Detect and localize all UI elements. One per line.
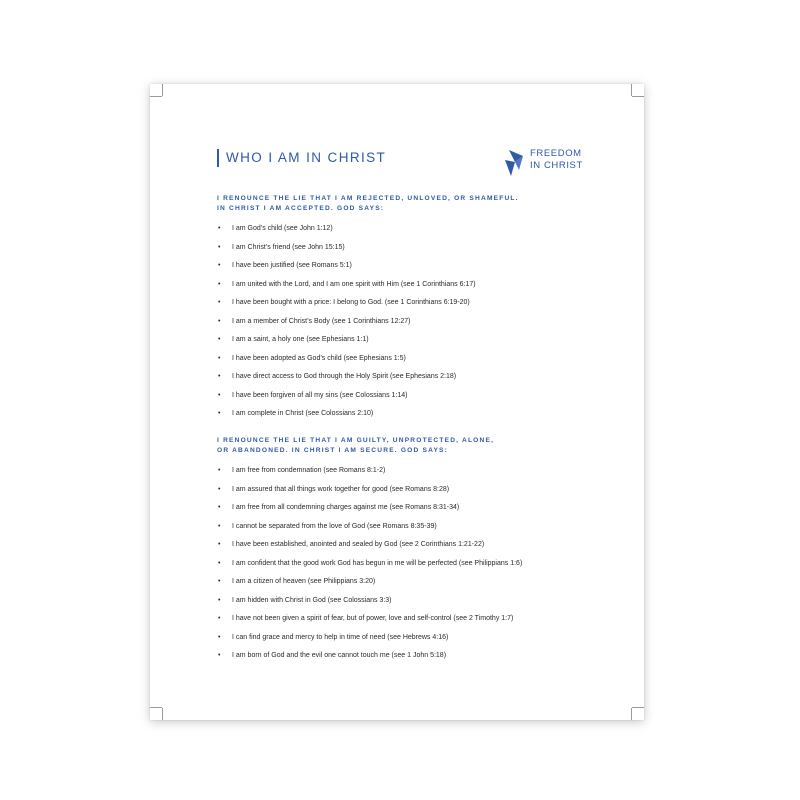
bullet-icon: • (218, 410, 221, 417)
list-item-text: I am united with the Lord, and I am one spirit with Him (see 1 Corinthians 6:17) (232, 280, 476, 288)
list-item-text: I have been forgiven of all my sins (see Colossians 1:14) (232, 391, 408, 399)
list-item (217, 391, 627, 401)
list-item-text: I have been bought with a price: I belong to God. (see 1 Corinthians 6:19-20) (232, 299, 470, 306)
bullet-icon: • (218, 317, 221, 325)
logo-wordmark (530, 148, 583, 172)
bullet-icon: • (218, 615, 221, 622)
bullet-icon: • (218, 299, 221, 306)
section-heading (217, 436, 627, 456)
document-header (217, 146, 617, 186)
bullet-icon: • (218, 391, 221, 399)
list-item (217, 466, 627, 476)
list-item-text: I have been established, anointed and sealed by God (see 2 Corinthians 1:21-22) (232, 541, 485, 548)
section-secure (217, 436, 627, 670)
bullet-icon: • (218, 262, 221, 269)
bullet-icon: • (218, 467, 221, 474)
crop-mark-bottom-left-h (150, 707, 162, 708)
list-item (217, 409, 627, 419)
crop-mark-top-left (162, 84, 163, 96)
list-item (217, 503, 627, 513)
section-heading-line-1: I RENOUNCE THE LIE THAT I AM REJECTED, UNLOVED, OR SHAMEFUL. (217, 195, 519, 202)
bullet-icon: • (218, 225, 221, 232)
list-item-text: I am assured that all things work together for good (see Romans 8:28) (232, 485, 450, 493)
list-item-text: I can find grace and mercy to help in time of need (see Hebrews 4:16) (232, 633, 449, 641)
crop-mark-bottom-right-h (632, 707, 644, 708)
logo-line-1: FREEDOM (530, 148, 582, 159)
list-item-text: I am a citizen of heaven (see Philippians 3:20) (232, 578, 376, 585)
page-title: WHO I AM IN CHRIST (226, 150, 387, 165)
crop-mark-top-right-h (632, 96, 644, 97)
statement-list (217, 466, 627, 661)
bullet-icon: • (218, 354, 221, 362)
section-heading-line-2: IN CHRIST I AM ACCEPTED. GOD SAYS: (217, 205, 385, 212)
title-accent-bar (217, 149, 219, 167)
list-item (217, 485, 627, 495)
list-item-text: I am a member of Christ’s Body (see 1 Corinthians 12:27) (232, 317, 411, 325)
list-item-text: I have direct access to God through the Holy Spirit (see Ephesians 2:18) (232, 373, 457, 380)
list-item (217, 540, 627, 550)
list-item (217, 261, 627, 271)
list-item (217, 335, 627, 345)
list-item-text: I am hidden with Christ in God (see Colossians 3:3) (232, 596, 392, 604)
list-item-text: I am Christ’s friend (see John 15:15) (232, 243, 345, 251)
freedom-in-christ-logo (503, 146, 613, 186)
statement-list (217, 224, 627, 419)
list-item-text: I am complete in Christ (see Colossians 2:10) (232, 410, 374, 417)
bullet-icon: • (218, 504, 221, 511)
bullet-icon: • (218, 373, 221, 380)
list-item-text: I am free from condemnation (see Romans 8:1-2) (232, 467, 386, 474)
list-item (217, 224, 627, 234)
list-item (217, 522, 627, 532)
list-item-text: I am a saint, a holy one (see Ephesians 1:1) (232, 336, 369, 343)
list-item (217, 280, 627, 290)
list-item-text: I have not been given a spirit of fear, but of power, love and self-control (see 2 Timothy 1:7) (232, 615, 514, 622)
list-item-text: I have been adopted as God’s child (see Ephesians 1:5) (232, 354, 406, 362)
list-item (217, 596, 627, 606)
freedom-in-christ-logo-icon (503, 148, 525, 178)
logo-line-2: IN CHRIST (530, 160, 583, 171)
section-heading (217, 194, 627, 214)
bullet-icon: • (218, 633, 221, 641)
document-page (150, 84, 644, 720)
bullet-icon: • (218, 596, 221, 604)
list-item-text: I have been justified (see Romans 5:1) (232, 262, 352, 269)
crop-mark-top-left-h (150, 96, 162, 97)
list-item-text: I am confident that the good work God has begun in me will be perfected (see Philippians 1:6) (232, 559, 523, 567)
section-heading-line-1: I RENOUNCE THE LIE THAT I AM GUILTY, UNPROTECTED, ALONE, (217, 437, 495, 444)
list-item (217, 559, 532, 569)
bullet-icon: • (218, 522, 221, 530)
crop-mark-bottom-left (162, 708, 163, 720)
list-item-text: I am free from all condemning charges against me (see Romans 8:31-34) (232, 504, 460, 511)
list-item-text: I am born of God and the evil one cannot touch me (see 1 John 5:18) (232, 652, 447, 659)
bullet-icon: • (218, 652, 221, 659)
bullet-icon: • (218, 485, 221, 493)
list-item-text: I cannot be separated from the love of God (see Romans 8:35-39) (232, 522, 437, 530)
bullet-icon: • (218, 336, 221, 343)
list-item (217, 651, 627, 661)
section-heading-line-2: OR ABANDONED. IN CHRIST I AM SECURE. GOD SAYS: (217, 447, 449, 454)
list-item (217, 243, 627, 253)
crop-mark-top-right (631, 84, 632, 96)
crop-mark-bottom-right (631, 708, 632, 720)
section-accepted (217, 194, 627, 428)
list-item (217, 354, 627, 364)
list-item (217, 633, 627, 643)
list-item (217, 317, 627, 327)
list-item (217, 577, 627, 587)
bullet-icon: • (218, 559, 221, 567)
list-item-text: I am God’s child (see John 1:12) (232, 225, 333, 232)
bullet-icon: • (218, 578, 221, 585)
list-item (217, 372, 627, 382)
list-item (217, 298, 627, 308)
bullet-icon: • (218, 280, 221, 288)
list-item (217, 614, 627, 624)
bullet-icon: • (218, 243, 221, 251)
bullet-icon: • (218, 541, 221, 548)
